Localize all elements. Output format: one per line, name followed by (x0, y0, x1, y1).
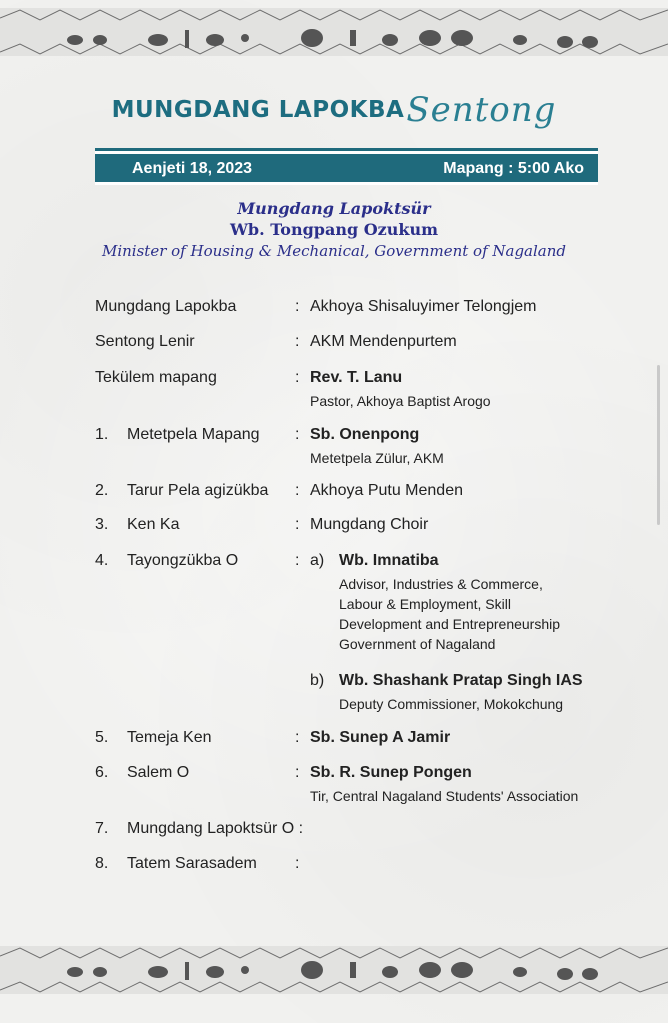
item-colon: : (295, 855, 300, 872)
item-colon: : (295, 426, 300, 443)
item-label: Tarur Pela agizükba (127, 482, 269, 499)
row-label: Sentong Lenir (95, 333, 195, 350)
item-colon: : (295, 516, 300, 533)
row-colon: : (295, 298, 300, 315)
item-colon: : (295, 552, 300, 569)
speaker-name: Wb. Imnatiba (339, 552, 439, 569)
item-colon: : (295, 764, 300, 781)
speaker-detail: Deputy Commissioner, Mokokchung (339, 696, 564, 712)
item-number: 2. (95, 482, 109, 499)
speaker-detail: Labour & Employment, Skill (339, 596, 511, 612)
speaker-detail: Advisor, Industries & Commerce, (339, 576, 543, 592)
item-value: Akhoya Putu Menden (310, 482, 463, 499)
item-label: Metetpela Mapang (127, 426, 260, 443)
item-number: 4. (95, 552, 109, 569)
row-value: Rev. T. Lanu (310, 369, 403, 386)
date-time-bar (95, 148, 598, 185)
item-detail: Tir, Central Nagaland Students' Association (310, 788, 579, 804)
item-number: 6. (95, 764, 109, 781)
item-value: Sb. Onenpong (310, 426, 420, 443)
item-label: Ken Ka (127, 516, 180, 533)
item-label: Salem O (127, 764, 190, 781)
item-number: 1. (95, 426, 109, 443)
chief-guest-block (0, 198, 668, 262)
row-colon: : (295, 369, 300, 386)
guest-designation: Minister of Housing & Mechanical, Government of Nagaland (101, 242, 567, 260)
item-label: Tayongzükba O (127, 552, 239, 569)
speaker-letter: a) (310, 552, 325, 569)
item-label: Tatem Sarasadem (127, 855, 257, 872)
event-date: Aenjeti 18, 2023 (132, 160, 253, 177)
item-detail: Metetpela Zülur, AKM (310, 450, 444, 466)
row-label: Tekülem mapang (95, 369, 217, 386)
item-number: 3. (95, 516, 109, 533)
speaker-detail: Government of Nagaland (339, 636, 496, 652)
item-value: Mungdang Choir (310, 516, 429, 533)
item-value: Sb. Sunep A Jamir (310, 729, 451, 746)
row-colon: : (295, 333, 300, 350)
speaker-name: Wb. Shashank Pratap Singh IAS (339, 672, 583, 689)
item-number: 7. (95, 820, 109, 837)
item-colon: : (295, 482, 300, 499)
bottom-tribal-border (0, 942, 668, 1002)
item-value: Sb. R. Sunep Pongen (310, 764, 472, 781)
guest-name: Wb. Tongpang Ozukum (229, 220, 439, 239)
guest-role: Mungdang Lapoktsür (237, 199, 431, 218)
title-main: MUNGDANG LAPOKBA (111, 97, 405, 123)
event-time: Mapang : 5:00 Ako (443, 160, 584, 177)
scroll-indicator[interactable] (657, 365, 660, 525)
speaker-letter: b) (310, 672, 325, 689)
row-value: AKM Mendenpurtem (310, 333, 457, 350)
row-detail: Pastor, Akhoya Baptist Arogo (310, 393, 491, 409)
item-number: 8. (95, 855, 109, 872)
program-title (0, 90, 668, 130)
item-label: Mungdang Lapoktsür O : (127, 820, 304, 837)
item-label: Temeja Ken (127, 729, 212, 746)
speaker-detail: Development and Entrepreneurship (339, 616, 561, 632)
row-label: Mungdang Lapokba (95, 298, 237, 315)
item-colon: : (295, 729, 300, 746)
title-script: Sentong (406, 90, 557, 130)
item-number: 5. (95, 729, 109, 746)
row-value: Akhoya Shisaluyimer Telongjem (310, 298, 537, 315)
top-tribal-border (0, 0, 668, 60)
